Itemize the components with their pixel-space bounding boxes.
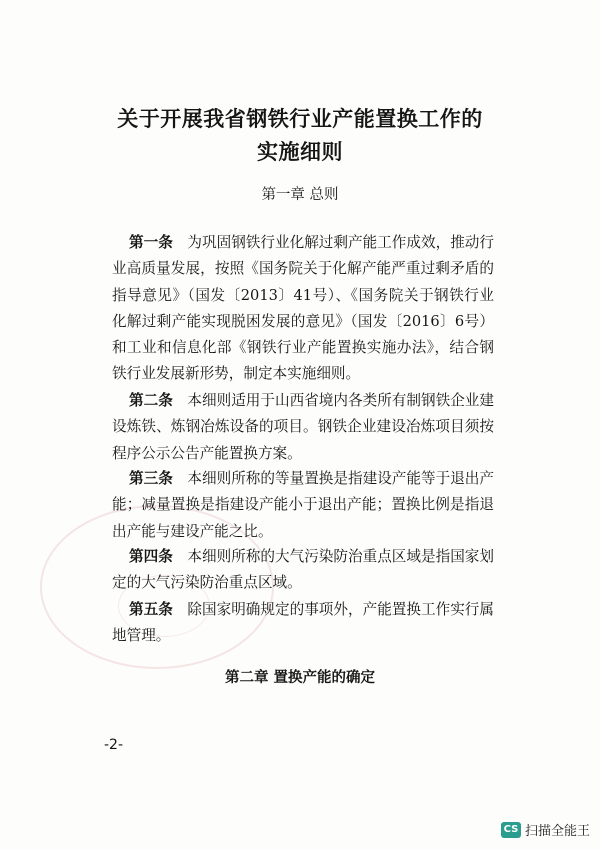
article-4 [112,544,494,597]
article-1 [112,230,494,388]
chapter-heading-2: 第二章 置换产能的确定 [224,670,376,686]
article-label: 第二条 [129,392,173,409]
article-text: 本细则适用于山西省境内各类所有制钢铁企业建设炼铁、炼钢冶炼设备的项目。钢铁企业建设冶炼项目须按程序公示公告产能置换方案。 [112,392,494,462]
document-title-line1: 关于开展我省钢铁行业产能置换工作的 [117,106,483,131]
article-text: 本细则所称的等量置换是指建设产能等于退出产能；减量置换是指建设产能小于退出产能；置换比例是指退出产能与建设产能之比。 [112,470,494,540]
article-text: 除国家明确规定的事项外，产能置换工作实行属地管理。 [112,601,494,645]
article-5 [112,597,494,650]
scanner-watermark [501,820,590,839]
article-label: 第四条 [129,548,173,565]
article-text: 本细则所称的大气污染防治重点区域是指国家划定的大气污染防治重点区域。 [112,548,494,592]
article-3 [112,466,494,545]
article-label: 第五条 [129,601,173,618]
article-text: 为巩固钢铁行业化解过剩产能工作成效，推动行业高质量发展，按照《国务院关于化解产能严重过剩矛盾的指导意见》（国发〔2013〕41号）、《国务院关于钢铁行业化解过剩产能实现脱困发展的意见》（国发〔2016〕6号）和工业和信息化部《钢铁行业产能置换实施办法》，结合钢铁行业发展新形势，制定本实施细则。 [112,234,494,383]
article-label: 第一条 [129,234,173,251]
page-number: -2- [104,737,124,753]
article-label: 第三条 [129,470,173,487]
chapter-heading-1: 第一章 总则 [261,187,339,203]
scanner-app-name: 扫描全能王 [524,824,590,839]
article-2 [112,388,494,467]
document-title-line2: 实施细则 [257,139,343,164]
camscanner-logo-icon: CS [501,822,521,838]
